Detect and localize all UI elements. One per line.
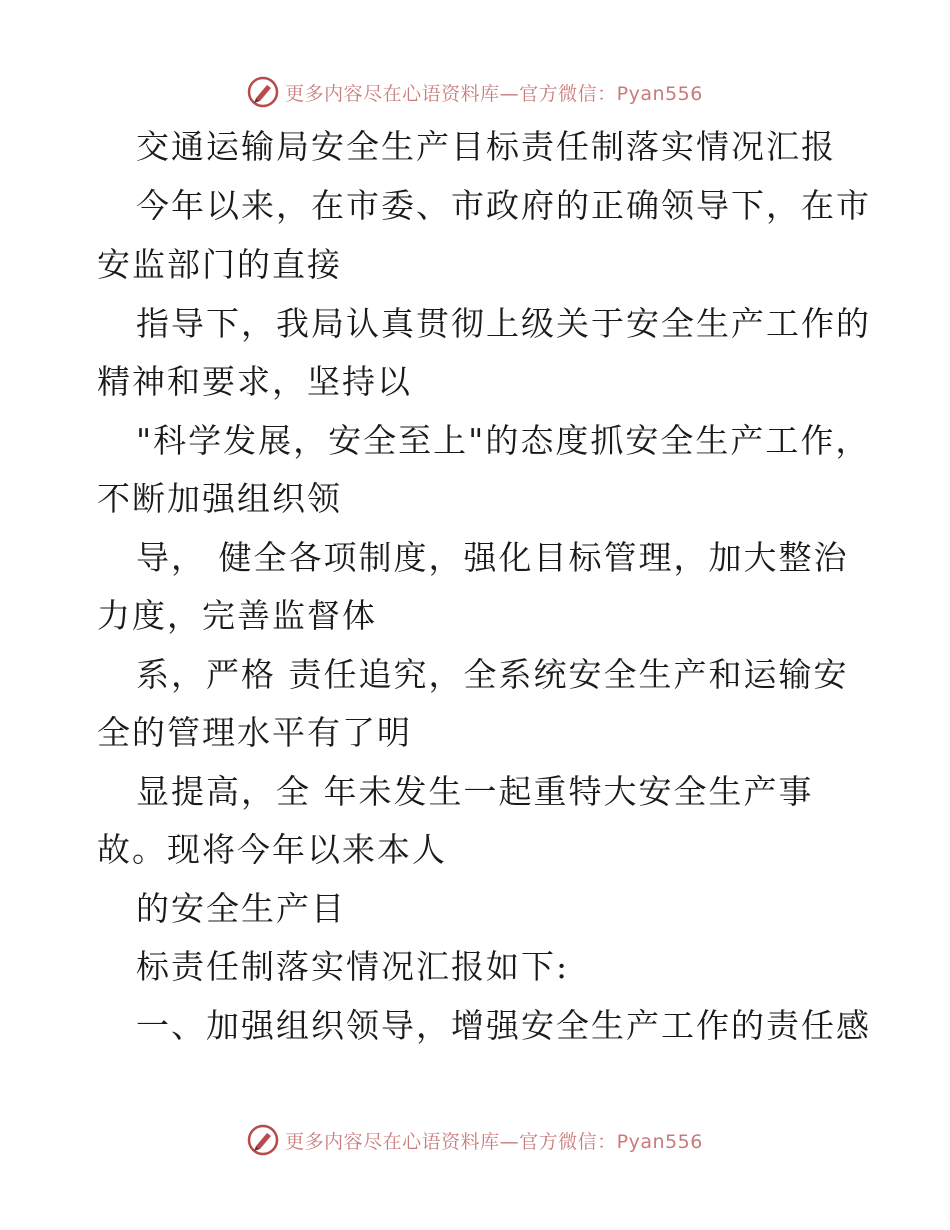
text-line: 今年以来，在市委、市政府的正确领导下，在市	[136, 186, 871, 225]
watermark-text: 更多内容尽在心语资料库—官方微信：Pyan556	[285, 1130, 703, 1153]
text-line: 系，严格 责任追究，全系统安全生产和运输安	[136, 655, 849, 694]
text-line: 指导下，我局认真贯彻上级关于安全生产工作的	[136, 304, 871, 343]
text-line: 力度，完善监督体	[97, 596, 377, 635]
document-title: 交通运输局安全生产目标责任制落实情况汇报	[136, 127, 836, 166]
footer-watermark	[0, 1120, 950, 1160]
text-line: 的安全生产目	[136, 889, 346, 928]
header-watermark	[0, 72, 950, 112]
logo-icon	[247, 1124, 279, 1156]
text-line: 安监部门的直接	[97, 245, 342, 284]
text-line: 标责任制落实情况汇报如下:	[136, 947, 570, 986]
text-line: 一、加强组织领导，增强安全生产工作的责任感	[136, 1006, 871, 1045]
logo-icon	[247, 76, 279, 108]
text-line: 显提高，全 年未发生一起重特大安全生产事	[136, 772, 814, 811]
text-line: 全的管理水平有了明	[97, 713, 412, 752]
text-line: 精神和要求，坚持以	[97, 362, 412, 401]
text-line: 不断加强组织领	[97, 479, 342, 518]
text-line: "科学发展，安全至上"的态度抓安全生产工作，	[136, 421, 871, 460]
text-line: 导， 健全各项制度，强化目标管理，加大整治	[136, 538, 849, 577]
text-line: 故。现将今年以来本人	[97, 830, 447, 869]
watermark-text: 更多内容尽在心语资料库—官方微信：Pyan556	[285, 82, 703, 105]
